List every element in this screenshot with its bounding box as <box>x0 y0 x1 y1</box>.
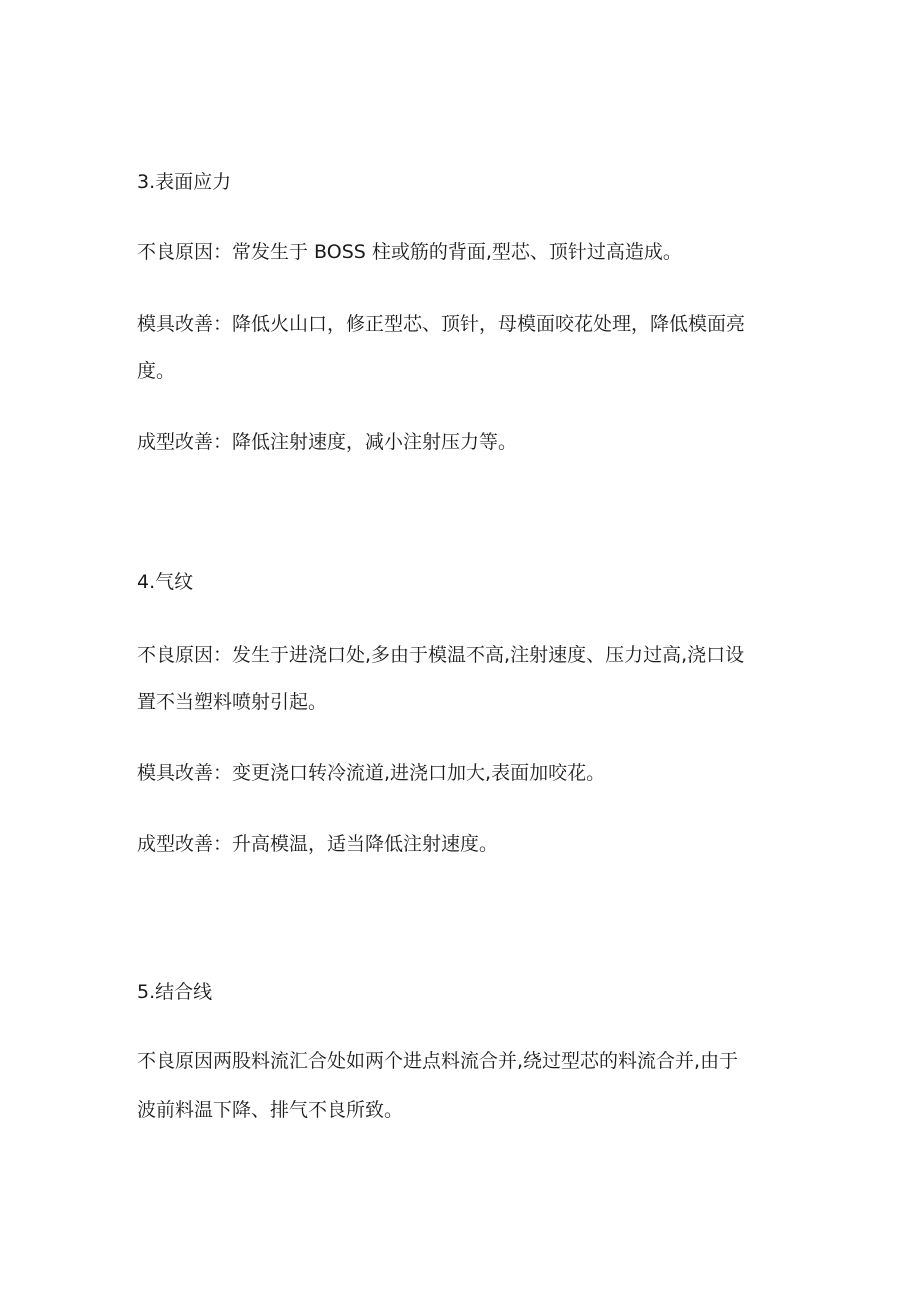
section-heading: 5.结合线 <box>137 981 213 1003</box>
mold-improvement-line: 度。 <box>137 360 176 382</box>
cause-paragraph-line: 不良原因两股料流汇合处如两个进点料流合并,绕过型芯的料流合并,由于 <box>137 1050 739 1072</box>
cause-paragraph-line: 不良原因：常发生于 BOSS 柱或筋的背面,型芯、顶针过高造成。 <box>137 241 682 263</box>
molding-improvement-line: 成型改善：升高模温，适当降低注射速度。 <box>137 833 499 855</box>
section-heading: 3.表面应力 <box>137 171 232 193</box>
cause-paragraph-line: 置不当塑料喷射引起。 <box>137 691 328 713</box>
cause-paragraph-line: 波前料温下降、排气不良所致。 <box>137 1099 404 1121</box>
cause-paragraph-line: 不良原因：发生于进浇口处,多由于模温不高,注射速度、压力过高,浇口设 <box>137 644 745 666</box>
molding-improvement-line: 成型改善：降低注射速度，减小注射压力等。 <box>137 431 518 453</box>
section-heading: 4.气纹 <box>137 571 194 593</box>
mold-improvement-line: 模具改善：降低火山口，修正型芯、顶针，母模面咬花处理，降低模面亮 <box>137 313 746 335</box>
mold-improvement-line: 模具改善：变更浇口转冷流道,进浇口加大,表面加咬花。 <box>137 762 606 784</box>
